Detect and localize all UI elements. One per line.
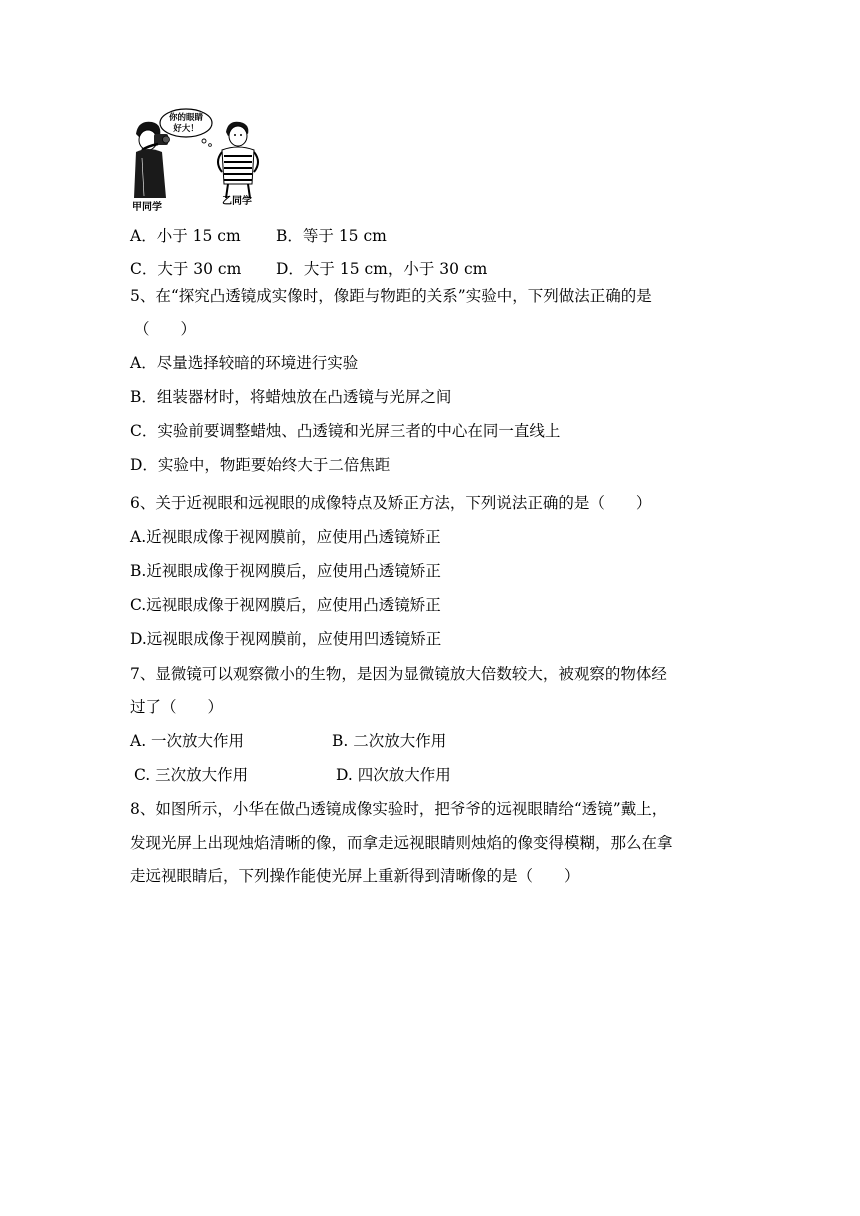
q7-option-a: A. 一次放大作用: [130, 732, 245, 750]
q5-option-c: C．实验前要调整蜡烛、凸透镜和光屏三者的中心在同一直线上: [130, 422, 561, 440]
q4-option-d: D．大于 15 cm，小于 30 cm: [276, 260, 488, 278]
q6-option-b: B.近视眼成像于视网膜后，应使用凸透镜矫正: [130, 562, 441, 580]
q6-option-a: A.近视眼成像于视网膜前，应使用凸透镜矫正: [130, 528, 441, 546]
q5-stem-line1: 5、在“探究凸透镜成实像时，像距与物距的关系”实验中，下列做法正确的是: [130, 287, 652, 305]
q6-stem: 6、关于近视眼和远视眼的成像特点及矫正方法，下列说法正确的是（ ）: [130, 494, 652, 512]
students-illustration: [128, 106, 288, 214]
q8-stem-line1: 8、如图所示，小华在做凸透镜成像实验时，把爷爷的远视眼睛给“透镜”戴上，: [130, 800, 668, 818]
q5-option-d: D．实验中，物距要始终大于二倍焦距: [130, 456, 391, 474]
q4-option-a: A．小于 15 cm: [130, 227, 241, 245]
q5-option-a: A．尽量选择较暗的环境进行实验: [130, 354, 359, 372]
q8-stem-line2: 发现光屏上出现烛焰清晰的像，而拿走远视眼睛则烛焰的像变得模糊，那么在拿: [130, 834, 673, 852]
q7-stem-line2: 过了（ ）: [130, 698, 224, 716]
q5-stem-line2: （ ）: [134, 320, 197, 338]
student-yi-figure: [218, 122, 258, 198]
q7-option-b: B. 二次放大作用: [332, 732, 447, 750]
q7-option-d: D. 四次放大作用: [336, 766, 451, 784]
q4-option-b: B．等于 15 cm: [276, 227, 387, 245]
speech-bubble-line2: 好大！: [173, 124, 199, 134]
q7-stem-line1: 7、显微镜可以观察微小的生物，是因为显微镜放大倍数较大，被观察的物体经: [130, 665, 667, 683]
q4-option-c: C．大于 30 cm: [130, 260, 242, 278]
q5-option-b: B．组装器材时，将蜡烛放在凸透镜与光屏之间: [130, 388, 452, 406]
q6-option-d: D.远视眼成像于视网膜前，应使用凹透镜矫正: [130, 630, 442, 648]
q7-option-c: C. 三次放大作用: [134, 766, 249, 784]
speech-bubble-line1: 你的眼睛: [168, 113, 204, 123]
q8-stem-line3: 走远视眼睛后，下列操作能使光屏上重新得到清晰像的是（ ）: [130, 867, 580, 885]
student-jia-figure: [134, 122, 170, 198]
label-jia: 甲同学: [132, 202, 162, 213]
label-yi: 乙同学: [222, 196, 252, 207]
q6-option-c: C.远视眼成像于视网膜后，应使用凸透镜矫正: [130, 596, 441, 614]
